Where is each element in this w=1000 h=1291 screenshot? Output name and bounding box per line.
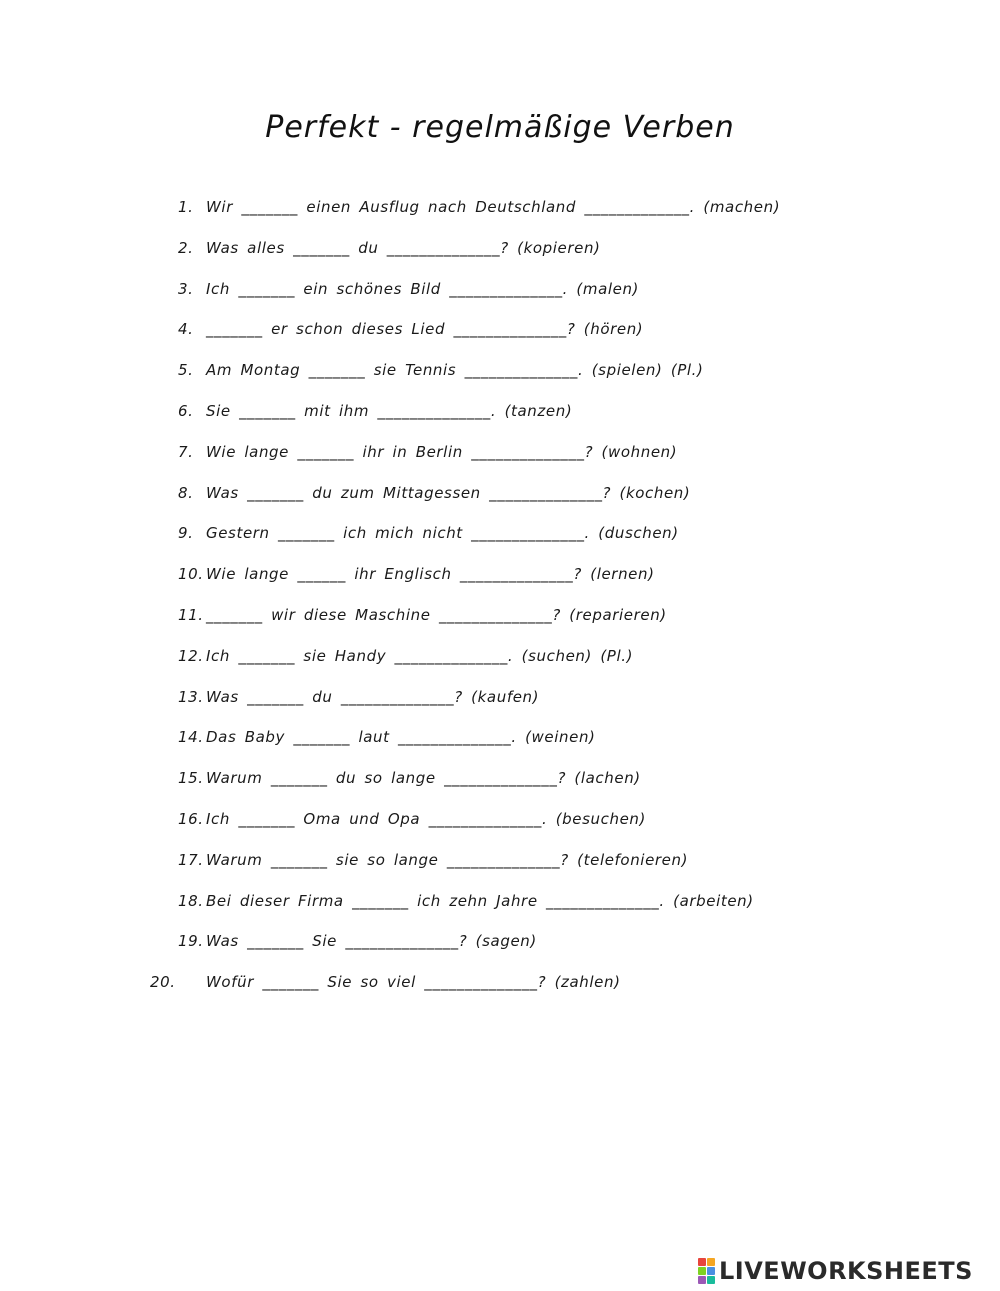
exercise-sentence: Was alles _______ du ______________? (kopieren) [206,239,601,257]
exercise-sentence: Am Montag _______ sie Tennis ______________. (spielen) (Pl.) [206,361,704,379]
exercise-item [178,565,655,589]
exercise-item [178,320,643,344]
exercise-number: 1. [178,198,194,216]
exercise-number: 3. [178,280,194,298]
exercise-sentence: Wir _______ einen Ausflug nach Deutschland _____________. (machen) [206,198,781,216]
exercise-sentence: Ich _______ sie Handy ______________. (suchen) (Pl.) [206,647,634,665]
exercise-item [178,769,641,793]
logo-block [698,1258,706,1266]
exercise-number: 9. [178,524,194,542]
exercise-number: 6. [178,402,194,420]
exercise-number: 8. [178,484,194,502]
exercise-number: 12. [178,647,204,665]
exercise-sentence: Wie lange ______ ihr Englisch ______________? (lernen) [206,565,655,583]
exercise-item [178,524,679,548]
exercise-item [178,198,780,222]
exercise-number: 15. [178,769,204,787]
exercise-item [178,402,572,426]
logo-block [698,1267,706,1275]
logo-block [707,1276,715,1284]
exercise-item [178,688,539,712]
exercise-sentence: Wie lange _______ ihr in Berlin ______________? (wohnen) [206,443,678,461]
logo-block [698,1276,706,1284]
logo-block [707,1267,715,1275]
exercise-item [178,606,667,630]
worksheet-title: Perfekt - regelmäßige Verben [265,110,735,145]
exercise-item [178,892,754,916]
exercise-sentence: Ich _______ Oma und Opa ______________. (besuchen) [206,810,646,828]
exercise-sentence: Wofür _______ Sie so viel ______________? (zahlen) [206,973,621,991]
exercise-sentence: Sie _______ mit ihm ______________. (tanzen) [206,402,573,420]
exercise-sentence: _______ er schon dieses Lied ______________? (hören) [206,320,644,338]
exercise-sentence: Was _______ Sie ______________? (sagen) [206,932,537,950]
exercise-sentence: Warum _______ du so lange ______________? (lachen) [206,769,641,787]
exercise-item [178,932,537,956]
exercise-number: 16. [178,810,204,828]
logo-block [707,1258,715,1266]
liveworksheets-logo [698,1256,973,1286]
exercise-number: 11. [178,606,204,624]
exercise-number: 4. [178,320,194,338]
exercise-item [178,647,633,671]
logo-blocks-icon [698,1258,715,1284]
exercise-number: 10. [178,565,204,583]
exercise-item [178,728,596,752]
exercise-sentence: Was _______ du zum Mittagessen ______________? (kochen) [206,484,691,502]
exercise-sentence: Das Baby _______ laut ______________. (weinen) [206,728,596,746]
exercise-number: 2. [178,239,194,257]
exercise-number: 20. [150,973,176,991]
exercise-item [178,361,704,385]
exercise-item [178,443,677,467]
exercise-number: 19. [178,932,204,950]
exercise-item [178,810,646,834]
exercise-item [150,973,621,997]
exercise-sentence: _______ wir diese Maschine ______________? (reparieren) [206,606,667,624]
exercise-sentence: Gestern _______ ich mich nicht ______________. (duschen) [206,524,679,542]
exercise-sentence: Ich _______ ein schönes Bild ______________. (malen) [206,280,640,298]
exercise-number: 14. [178,728,204,746]
exercise-item [178,851,688,875]
exercise-item [178,280,639,304]
exercise-sentence: Warum _______ sie so lange ______________? (telefonieren) [206,851,689,869]
exercise-number: 13. [178,688,204,706]
exercise-number: 18. [178,892,204,910]
exercise-number: 5. [178,361,194,379]
exercise-item [178,484,690,508]
exercise-sentence: Bei dieser Firma _______ ich zehn Jahre ______________. (arbeiten) [206,892,754,910]
logo-text: LIVEWORKSHEETS [719,1257,973,1285]
exercise-number: 17. [178,851,204,869]
exercise-item [178,239,601,263]
exercise-number: 7. [178,443,194,461]
exercise-sentence: Was _______ du ______________? (kaufen) [206,688,540,706]
